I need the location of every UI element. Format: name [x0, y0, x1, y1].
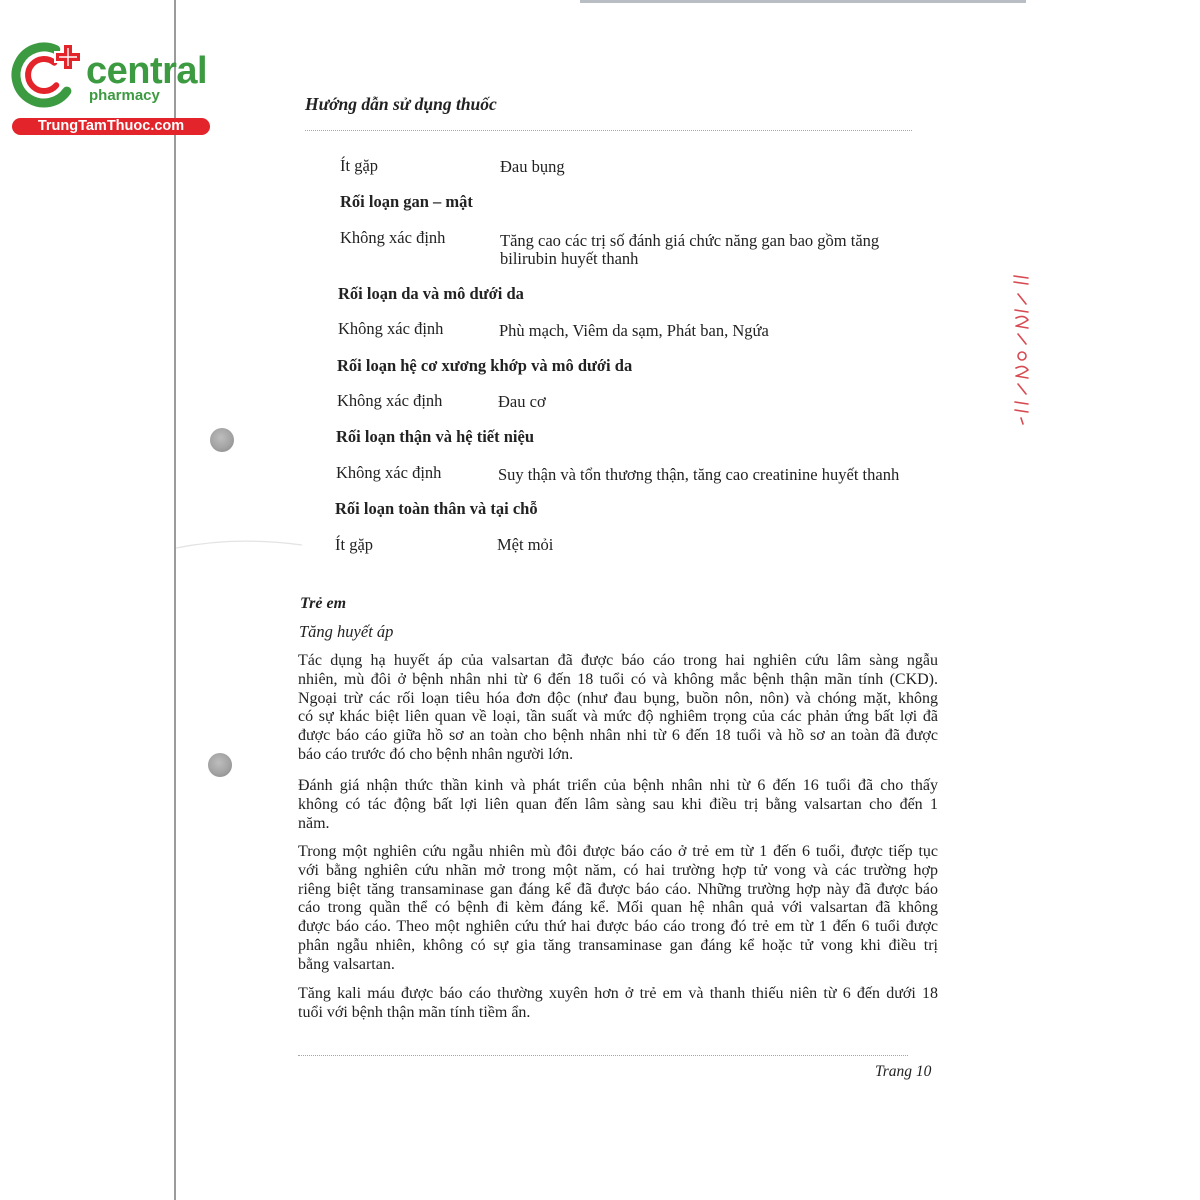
paragraph-line: Tăng kali máu được báo cáo thường xuyên hơn ở trẻ em và thanh thiếu niên từ 6 đến dưới 18 — [298, 985, 938, 1002]
system-organ-class-heading: Rối loạn toàn thân và tại chỗ — [335, 499, 538, 518]
system-organ-class-heading: Rối loạn hệ cơ xương khớp và mô dưới da — [337, 356, 633, 375]
paragraph-line: có sự khác biệt liên quan về loại, tần suất và mức độ nghiêm trọng của các phản ứng bất lợi đã — [298, 708, 938, 726]
body-paragraph — [298, 843, 938, 975]
paragraph-line: Tác dụng hạ huyết áp của valsartan đã được báo cáo trong hai nghiên cứu lâm sàng ngẫu — [298, 652, 938, 669]
body-paragraph — [298, 652, 938, 765]
adverse-reaction-frequency: Không xác định — [337, 391, 443, 410]
paragraph-line: được báo cáo. Theo một nghiên cứu thứ hai được báo cáo trong đó trẻ em từ 1 đến 6 tuổi được — [298, 918, 938, 936]
footer-rule — [298, 1055, 908, 1056]
page-edge-line — [174, 0, 176, 1200]
header-rule — [305, 130, 912, 131]
paragraph-line: phân ngẫu nhiên, không có sự gia tăng transaminase gan đáng kể hoặc tử vong khi điều trị — [298, 936, 938, 954]
section-heading: Trẻ em — [300, 595, 347, 612]
punch-hole — [210, 428, 234, 452]
adverse-reaction-frequency: Không xác định — [336, 463, 442, 482]
adverse-reaction-frequency: Ít gặp — [335, 535, 374, 554]
system-organ-class-heading: Rối loạn gan – mật — [340, 192, 473, 211]
system-organ-class-heading: Rối loạn da và mô dưới da — [338, 284, 524, 303]
paragraph-line: riêng biệt tăng transaminase gan đáng kể đã được báo cáo. Những trường hợp này đã được báo — [298, 880, 938, 898]
paragraph-line: không có tác động bất lợi liên quan đến lâm sàng sau khi điều trị bằng valsartan cho đến 1 — [298, 795, 938, 813]
handwritten-annotation — [1004, 270, 1040, 430]
paragraph-line: Trong một nghiên cứu ngẫu nhiên mù đôi được báo cáo ở trẻ em từ 1 đến 6 tuổi, được tiếp tục — [298, 843, 938, 860]
adverse-reaction-description: Suy thận và tổn thương thận, tăng cao creatinine huyết thanh — [498, 465, 900, 484]
paragraph-line: tuổi với bệnh thận mãn tính tiềm ẩn. — [298, 1003, 531, 1021]
paragraph-line: với bằng nghiên cứu nhãn mở trong một năm, có hai trường hợp tử vong và các trường hợp — [298, 861, 938, 879]
paragraph-line: bằng valsartan. — [298, 955, 395, 973]
logo-brand-text: central — [86, 50, 208, 92]
document-header-title: Hướng dẫn sử dụng thuốc — [305, 94, 497, 114]
adverse-reaction-frequency: Không xác định — [338, 319, 444, 338]
paper-fold-line — [176, 532, 306, 556]
adverse-reaction-description: Đau cơ — [498, 392, 546, 411]
paragraph-line: nhiên, mù đôi ở bệnh nhân nhi từ 6 đến 18 tuổi có và không mắc bệnh thận mãn tính (CKD). — [298, 670, 938, 688]
subsection-heading: Tăng huyết áp — [299, 622, 394, 641]
body-paragraph — [298, 985, 938, 1023]
paragraph-line: được báo cáo giữa hồ sơ an toàn cho bệnh nhân nhi từ 6 đến 18 tuổi và hồ sơ an toàn đã được — [298, 727, 938, 745]
paragraph-line: Đánh giá nhận thức thần kinh và phát triển của bệnh nhân nhi từ 6 đến 16 tuổi đã cho thấy — [298, 777, 938, 794]
paragraph-line: năm. — [298, 814, 330, 832]
logo-website-badge — [12, 118, 210, 135]
paragraph-line: báo cáo trước đó cho bệnh nhân người lớn. — [298, 745, 574, 763]
logo-tagline: pharmacy — [89, 87, 160, 104]
body-paragraph — [298, 777, 938, 833]
adverse-reaction-frequency: Không xác định — [340, 228, 446, 247]
top-paper-edge — [580, 0, 1026, 3]
logo-website-text: TrungTamThuoc.com — [37, 118, 185, 134]
adverse-reaction-description: Đau bụng — [500, 157, 565, 176]
pharmacy-logo-icon — [8, 38, 82, 112]
system-organ-class-heading: Rối loạn thận và hệ tiết niệu — [336, 427, 535, 446]
paragraph-line: cáo trong quần thể có bệnh đi kèm đáng kể. Mối quan hệ nhân quả với valsartan đã không — [298, 899, 938, 917]
page-number: Trang 10 — [875, 1063, 932, 1080]
adverse-reaction-description: Phù mạch, Viêm da sạm, Phát ban, Ngứa — [499, 321, 769, 340]
adverse-reaction-frequency: Ít gặp — [340, 156, 379, 175]
adverse-reaction-description: Mệt mỏi — [497, 535, 554, 554]
punch-hole — [208, 753, 232, 777]
adverse-reaction-description: Tăng cao các trị số đánh giá chức năng gan bao gồm tăng bilirubin huyết thanh — [500, 231, 880, 268]
paragraph-line: Ngoại trừ các rối loạn tiêu hóa đơn độc (như đau bụng, buồn nôn, nôn) và chóng mặt, không — [298, 689, 938, 707]
